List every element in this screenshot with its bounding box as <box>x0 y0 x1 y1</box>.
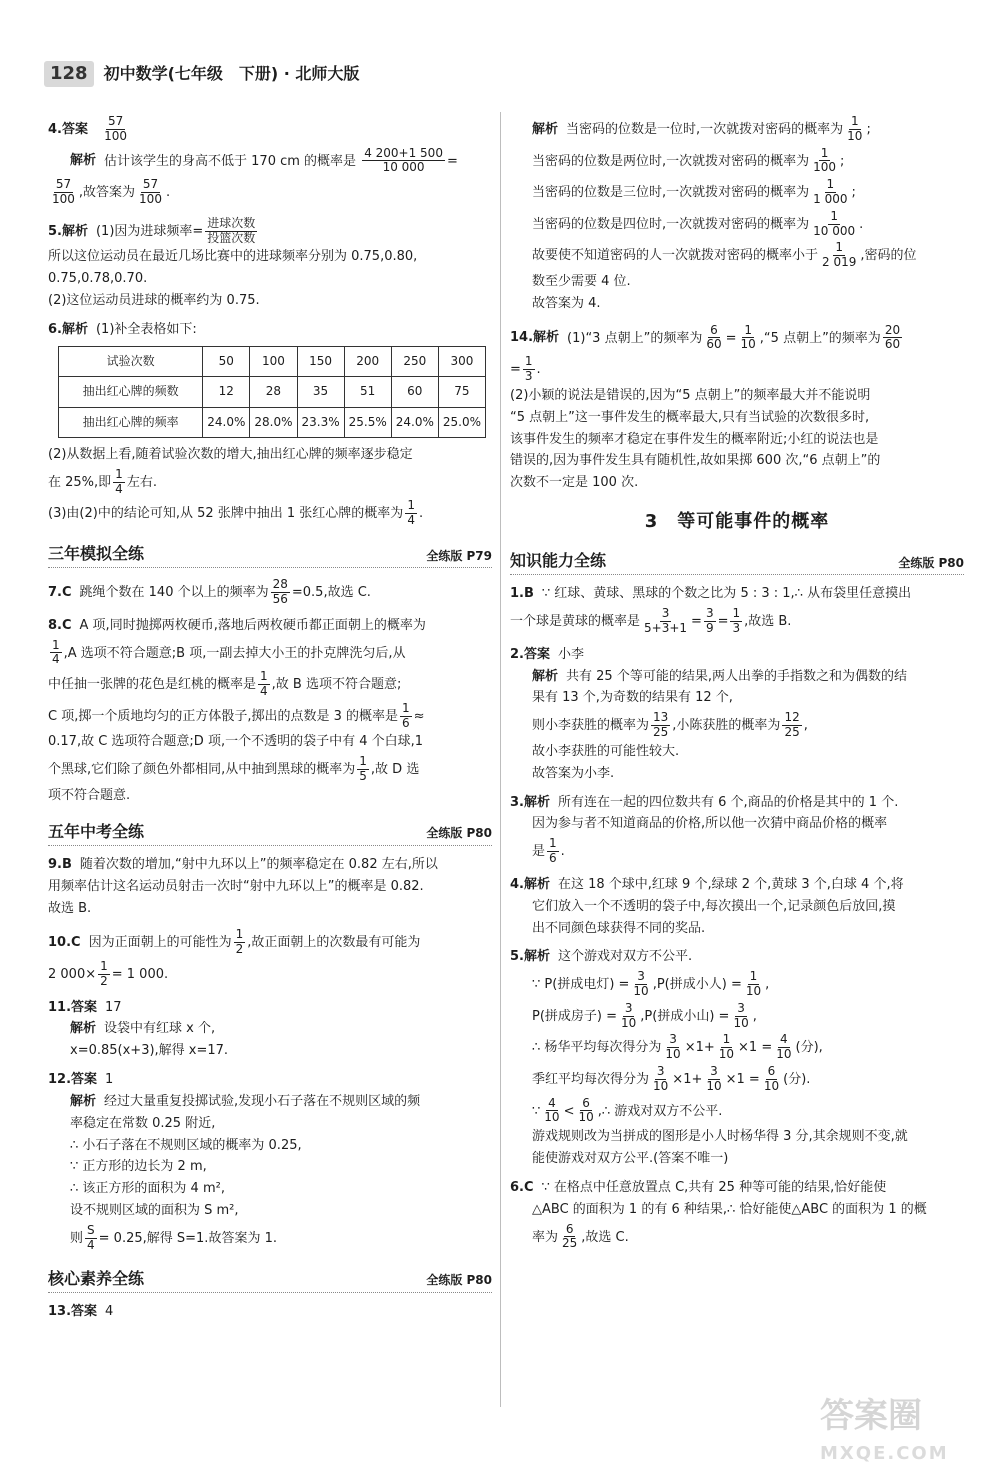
question-5: 5.解析 (1)因为进球频率= $\frac{\text{进球次数}}{\text{投篮次数}}$ 所以这位运动员在最近几场比赛中的进球频率分别为 0.75,0.80, 0.75,0.78,0.70. (2)这位运动员进球的概率约为 0.75. <box>48 215 418 309</box>
table-row: 试验次数 50 100 150 200 250 300 <box>59 346 486 376</box>
question-11: 11.答案 17 解析 设袋中有红球 x 个, x=0.85(x+3),解得 x=17. <box>48 999 229 1059</box>
section-header: 五年中考全练 全练版 P80 <box>48 820 492 846</box>
book-title: 初中数学(七年级 下册) · 北师大版 <box>103 64 360 84</box>
frequency-table <box>58 346 486 438</box>
exercise-4: 4.解析 在这 18 个球中,红球 9 个,绿球 2 个,黄球 3 个,白球 4 个,将 它们放入一个不透明的袋子中,每次摸出一个,记录颜色后放回,摸 出不同颜色球获得不同的奖品. <box>510 876 904 936</box>
question-6: 6.解析 (1)补全表格如下: 试验次数 50 100 150 200 250 300 抽出红心牌的频数 12 28 35 51 60 75 抽出红心牌的频率 24.0% 28.0% 23.3% 25.5% 24.0% 25.0% (2)从数据上看,随着试验次数的增大,抽出红心牌的频率逐步稳定 在 25%,即 $\frac{1}{4}$ 左右. (3)由(2)中的结论可知,从 52 张牌中抽出 1 张红心牌的概率为 $\frac{1}{4}$ . <box>48 321 492 528</box>
fraction: $\frac{57}{100}$ <box>104 114 128 143</box>
exercise-1: 1.B ∵ 红球、黄球、黑球的个数之比为 5 : 3 : 1,∴ 从布袋里任意摸出 一个球是黄球的概率是 $\frac{3}{5+3+1}$ = $\frac{3}{9}$ = $\frac{1}{3}$ ,故选 B. <box>510 586 912 635</box>
section-header: 知识能力全练 全练版 P80 <box>510 549 964 575</box>
table-row: 抽出红心牌的频数 12 28 35 51 60 75 <box>59 377 486 407</box>
watermark-logo: 答案圈 MXQE.COM <box>820 1396 949 1465</box>
exercise-3: 3.解析 所有连在一起的四位数共有 6 个,商品的价格是其中的 1 个. 因为参与者不知道商品的价格,所以他一次猜中商品价格的概率 是 $\frac{1}{6}$ . <box>510 794 899 866</box>
question-7: 7.C 跳绳个数在 140 个以上的频率为 $\frac{28}{56}$ =0.5,故选 C. <box>48 577 371 606</box>
question-10: 10.C 因为正面朝上的可能性为 $\frac{1}{2}$ ,故正面朝上的次数最有可能为 2 000× $\frac{1}{2}$ = 1 000. <box>48 927 421 988</box>
question-13-analysis: 解析 当密码的位数是一位时,一次就拨对密码的概率为 $\frac{1}{10}$ ; 当密码的位数是两位时,一次就拨对密码的概率为 $\frac{1}{100}$ ; 当密码的位数是三位时,一次就拨对密码的概率为 $\frac{1}{1 000}$ ; 当密码的位数是四位时,一次就拨对密码的概率为 $\frac{1}{10 000}$ . 故要使不知道密码的人一次就拨对密码的概率小于 $\frac{1}{2 019}$ ,密码的位 数至少需要 4 位. 故答案为 4. <box>532 114 917 311</box>
exercise-5: 5.解析 这个游戏对双方不公平. ∵ P(拼成电灯) = $\frac{3}{10}$ ,P(拼成小人) = $\frac{1}{10}$ , P(拼成房子) = $\frac{3}{10}$ ,P(拼成小山) = $\frac{3}{10}$ , ∴ 杨华平均每次得分为 $\frac{3}{10}$ ×1+ $\frac{1}{10}$ ×1 = $\frac{4}{10}$ (分), 季红平均每次得分为 $\frac{3}{10}$ ×1+ $\frac{3}{10}$ ×1 = $\frac{6}{10}$ (分). ∵ $\frac{4}{10}$ < $\frac{6}{10}$ ,∴ 游戏对双方不公平. 游戏规则改为当拼成的图形是小人时杨华得 3 分,其余规则不变,就 能使游戏对双方公平.(答案不唯一) <box>510 949 908 1167</box>
section-header: 三年模拟全练 全练版 P79 <box>48 542 492 568</box>
exercise-2: 2.答案 小李 解析 共有 25 个等可能的结果,两人出拳的手指数之和为偶数的结 果有 13 个,为奇数的结果有 12 个, 则小李获胜的概率为 $\frac{13}{25}$ ,小陈获胜的概率为 $\frac{12}{25}$ , 故小李获胜的可能性较大. 故答案为小李. <box>510 646 907 781</box>
right-column <box>510 112 964 1261</box>
question-13: 13.答案 4 <box>48 1303 114 1319</box>
question-12: 12.答案 1 解析 经过大量重复投掷试验,发现小石子落在不规则区域的频 率稳定在常数 0.25 附近, ∴ 小石子落在不规则区域的概率为 0.25, ∵ 正方形的边长为 2 m, ∴ 该正方形的面积为 4 m², 设不规则区域的面积为 S m², 则 $\frac{S}{4}$ = 0.25,解得 S=1.故答案为 1. <box>48 1072 421 1252</box>
question-4: 4.答案 $\frac{57}{100}$ 解析 估计该学生的身高不低于 170 cm 的概率是 $\frac{4 200+1 500}{10 000}$ = $\frac{57}{100}$ ,故答案为 $\frac{57}{100}$ . <box>48 114 458 206</box>
page-header <box>44 60 359 88</box>
chapter-title: 3 等可能事件的概率 <box>644 511 830 533</box>
question-8: 8.C A 项,同时抛掷两枚硬币,落地后两枚硬币都正面朝上的概率为 $\frac{1}{4}$ ,A 选项不符合题意;B 项,一副去掉大小王的扑克牌洗匀后,从 中任抽一张牌的花色是红桃的概率是 $\frac{1}{4}$ ,故 B 选项不符合题意; C 项,掷一个质地均匀的正方体骰子,掷出的点数是 3 的概率是 $\frac{1}{6}$ ≈ 0.17,故 C 选项符合题意;D 项,一个不透明的袋子中有 4 个白球,1 个黑球,它们除了颜色外都相同,从中抽到黑球的概率为 $\frac{1}{5}$ ,故 D 选 项不符合题意. <box>48 617 426 803</box>
question-14: 14.解析 (1)“3 点朝上”的频率为 $\frac{6}{60}$ = $\frac{1}{10}$ ,“5 点朝上”的频率为 $\frac{20}{60}$ = $\frac{1}{3}$ . (2)小颖的说法是错误的,因为“5 点朝上”的频率最大并不能说明 “5 点朝上”这一事件发生的概率最大,只有当试验的次数很多时, 该事件发生的频率才稳定在事件发生的概率附近;小红的说法也是 错误的,因为事件发生具有随机性,故如果掷 600 次,“6 点朝上”的 次数不一定是 100 次. <box>510 322 901 491</box>
question-9: 9.B 随着次数的增加,“射中九环以上”的频率稳定在 0.82 左右,所以 用频率估计这名运动员射击一次时“射中九环以上”的概率是 0.82. 故选 B. <box>48 856 438 916</box>
section-header: 核心素养全练 全练版 P80 <box>48 1267 492 1293</box>
column-divider <box>500 112 501 1407</box>
exercise-6: 6.C ∵ 在格点中任意放置点 C,共有 25 种等可能的结果,恰好能使 △ABC 的面积为 1 的有 6 种结果,∴ 恰好能使△ABC 的面积为 1 的概 率为 $\frac{6}{25}$ ,故选 C. <box>510 1179 927 1251</box>
left-column <box>48 112 492 1332</box>
table-row: 抽出红心牌的频率 24.0% 28.0% 23.3% 25.5% 24.0% 25.0% <box>59 407 486 437</box>
page-number: 128 <box>44 61 94 87</box>
